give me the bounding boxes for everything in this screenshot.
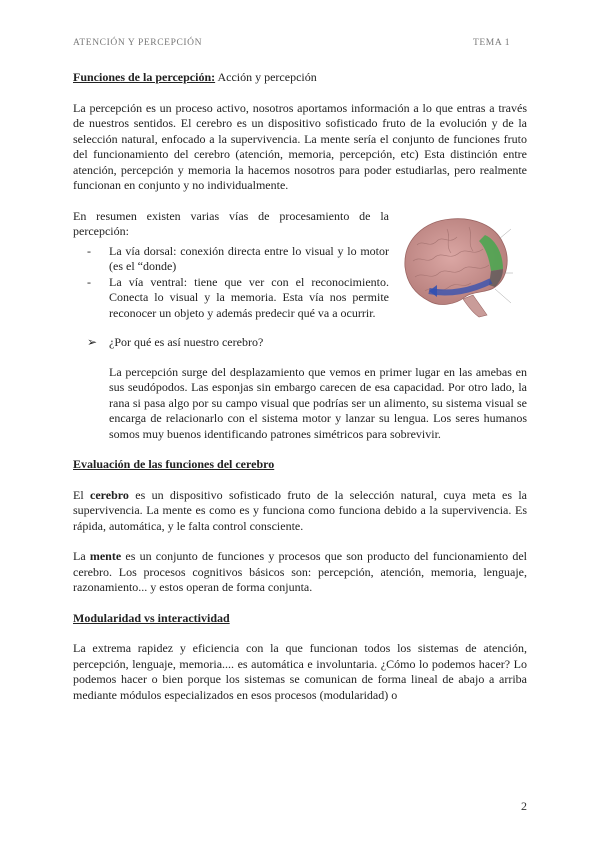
- pathway-list: [73, 244, 527, 322]
- section-heading-brain-evaluation: Evaluación de las funciones del cerebro: [73, 457, 275, 471]
- paragraph-pathways-summary: En resumen existen varias vías de procesamiento de la percepción:: [73, 208, 389, 238]
- document-body: [73, 70, 527, 703]
- paragraph-mente: La mente es un conjunto de funciones y procesos que son producto del funcionamiento del cerebro. Los procesos cognitivos básicos son: percepción, atención, memoria, lenguaje, razonamiento... y estos operan de forma conjunta.: [73, 549, 527, 594]
- section-heading-perception: Funciones de la percepción: Acción y percepción: [73, 70, 317, 84]
- question-text: ¿Por qué es así nuestro cerebro?: [109, 335, 264, 349]
- header-topic: TEMA 1: [473, 38, 511, 48]
- page-header: [73, 38, 527, 52]
- arrow-bullet-icon: ➢: [87, 335, 98, 349]
- paragraph-perception-intro: La percepción es un proceso activo, nosotros aportamos información a lo que entras a través de nuestros sentidos. El cerebro es un dispositivo sofisticado fruto de la evolución y de la selección natural, enfocado a la supervivencia. La mente sería el conjunto de funciones fruto del funcionamiento del cerebro (atención, memoria, percepción, etc) Esta distinción entre atención, percepción y memoria la hacemos nosotros para poder estudiarlas, pero realmente funcionan en conjunto y no individualmente.: [73, 100, 527, 192]
- list-item: - La vía dorsal: conexión directa entre lo visual y lo motor (es el “donde): [109, 244, 527, 275]
- page-number: 2: [521, 799, 527, 813]
- paragraph-answer: La percepción surge del desplazamiento que vemos en primer lugar en las amebas en sus seudópodos. Las esponjas sin embargo carecen de esa capacidad. Por otro lado, la rana si pasa algo por su campo visual que podrías ser un alimento, su sistema visual se encarga de relacionarlo con el sistema motor y lanzar su lengua. Los seres humanos somos muy buenos identificando patrones simétricos para sobrevivir.: [109, 364, 527, 441]
- question-bullet: [87, 335, 527, 351]
- paragraph-cerebro: El cerebro es un dispositivo sofisticado fruto de la selección natural, cuya meta es la supervivencia. La mente es como es y funciona como funciona debido a la supervivencia. Es rápida, automática, y le falta control consciente.: [73, 487, 527, 533]
- paragraph-modularity: La extrema rapidez y eficiencia con la que funcionan todos los sistemas de atención, percepción, lenguaje, memoria.... es automática e involuntaria. ¿Cómo lo podemos hacer? Lo podemos hacer o bien porque los sistemas se comunican de forma lineal de abajo a arriba mediante módulos especializados en esos procesos (modularidad) o: [73, 641, 527, 702]
- header-subject: ATENCIÓN Y PERCEPCIÓN: [73, 38, 203, 48]
- section-heading-modularity: Modularidad vs interactividad: [73, 610, 230, 625]
- list-item: - La vía ventral: tiene que ver con el reconocimiento. Conecta lo visual y la memoria. Esta vía nos permite reconocer un objeto y además predecir qué va a ocurrir.: [109, 275, 527, 322]
